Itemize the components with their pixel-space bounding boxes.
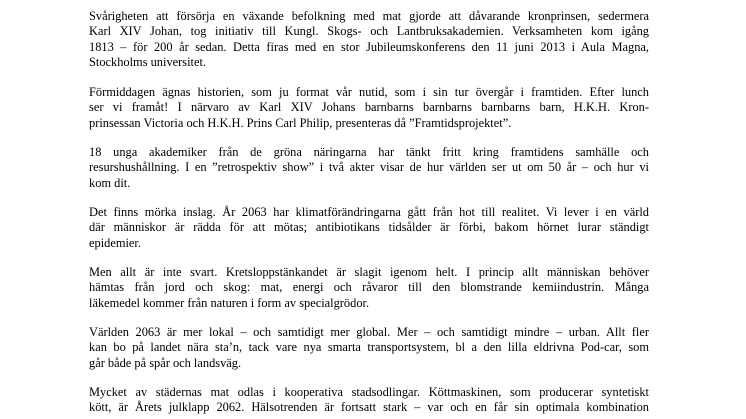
text-line: Förmiddagen ägnas historien, som ju format vår nutid, som i sin tur övergår i framtiden. Efter lunch xyxy=(89,85,649,99)
text-line: hämtas från jord och skog: mat, energi och råvaror till den blomstrande kemiindustrin. Många xyxy=(89,280,649,295)
paragraph-5 xyxy=(89,265,649,311)
text-line: Karl XIV Johan, tog initiativ till Kungl. Skogs- och Lantbruksakademien. Verksamheten kom igång xyxy=(89,24,649,39)
paragraph-3 xyxy=(89,145,649,191)
text-line: kan bo på landet nära sta’n, tack vare nya smarta transportsystem, bl a den lilla eldrivna Pod-car, som xyxy=(89,340,649,355)
text-line: Världen 2063 är mer lokal – och samtidigt mer global. Mer – och samtidigt mindre – urban. Allt fler xyxy=(89,325,649,339)
text-line: där människor är rädda för att mötas; antibiotikans tidsålder är förbi, bakom hörnet lurar ständigt xyxy=(89,220,649,235)
text-line: resurshushållning. I en ”retrospektiv show” i två akter visar de hur världen ser ut om 50 år – och hur vi xyxy=(89,160,649,175)
paragraph-7 xyxy=(89,385,649,416)
text-line: prinsessan Victoria och H.K.H. Prins Carl Philip, presenteras då ”Framtidsprojektet”. xyxy=(89,115,512,130)
text-line: Mycket av städernas mat odlas i kooperativa stadsodlingar. Köttmaskinen, som producerar syntetiskt xyxy=(89,385,649,399)
paragraph-2 xyxy=(89,85,649,131)
paragraph-1 xyxy=(89,9,649,71)
text-line: kött, är Årets julklapp 2062. Hälsotrenden är fortsatt stark – var och en får sin optimala kombination xyxy=(89,400,649,415)
text-line: 18 unga akademiker från de gröna näringarna har tänkt fritt kring framtidens samhälle och xyxy=(89,145,649,159)
text-line: Men allt är inte svart. Kretsloppstänkandet är slagit igenom helt. I princip allt människan behöver xyxy=(89,265,649,279)
text-line: epidemier. xyxy=(89,235,141,250)
text-line: ser vi framåt! I närvaro av Karl XIV Johans barnbarns barnbarns barnbarns barn, H.K.H. Kron- xyxy=(89,100,649,115)
paragraph-4 xyxy=(89,205,649,251)
text-line: Svårigheten att försörja en växande befolkning med mat gjorde att dåvarande kronprinsen, sedermera xyxy=(89,9,649,23)
paragraph-6 xyxy=(89,325,649,371)
text-line: Stockholms universitet. xyxy=(89,55,207,70)
text-line: läkemedel kommer från naturen i form av specialgrödor. xyxy=(89,295,370,310)
text-line: 1813 – för 200 år sedan. Detta firas med en stor Jubileumskonferens den 11 juni 2013 i Aula Magna, xyxy=(89,39,649,54)
text-line: Det finns mörka inslag. År 2063 har klimatförändringarna gått från hot till realitet. Vi lever i en värld xyxy=(89,205,649,219)
text-line: kom dit. xyxy=(89,175,131,190)
text-line: går både på spår och landsväg. xyxy=(89,355,242,370)
